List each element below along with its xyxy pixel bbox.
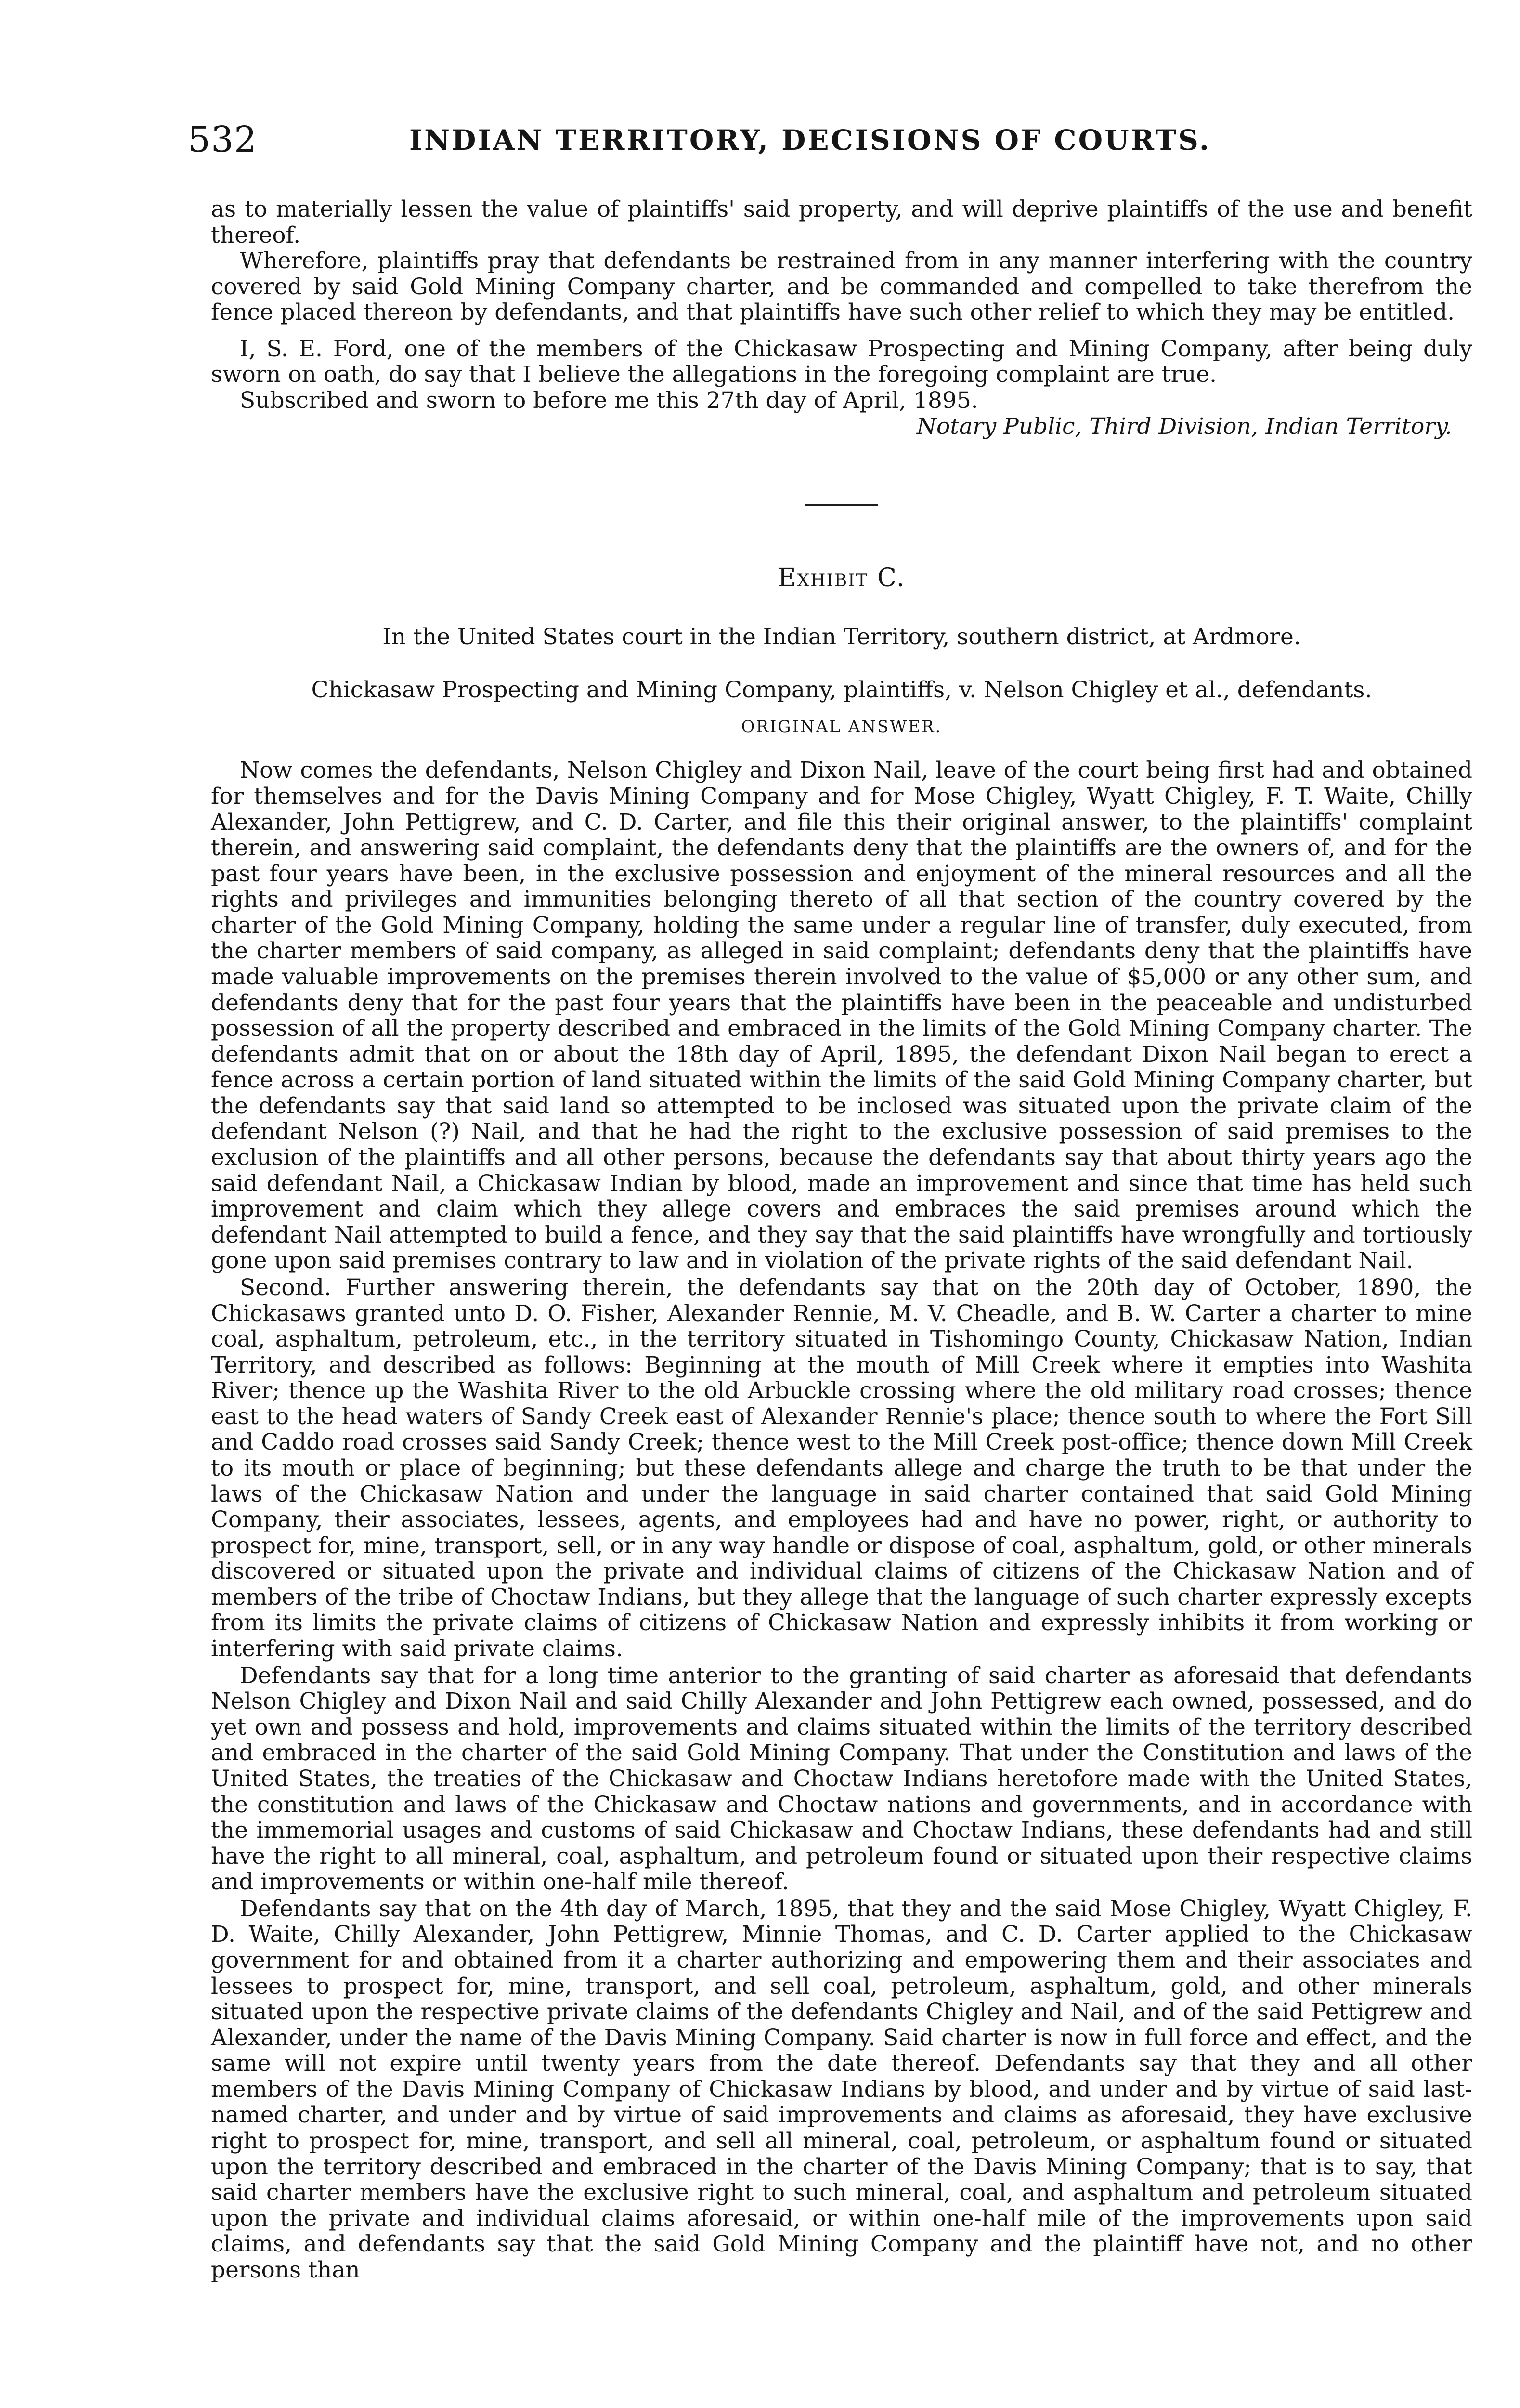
running-title: INDIAN TERRITORY, DECISIONS OF COURTS. bbox=[409, 124, 1211, 157]
court-caption: In the United States court in the Indian Territory, southern district, at Ardmore. bbox=[382, 624, 1301, 651]
case-caption: Chickasaw Prospecting and Mining Company, plaintiffs, v. Nelson Chigley et al., defendants. bbox=[311, 677, 1372, 704]
answer-paragraph-4: Defendants say that on the 4th day of March, 1895, that they and the said Mose Chigley, Wyatt Chigley, F. D. Waite, Chilly Alexander, John Pettigrew, Minnie Thomas, and C. D. Carter applied to the Chickasaw government for and obtained from it a charter authorizing and empowering them and their associates and lessees to prospect for, mine, transport, and sell coal, petroleum, asphaltum, gold, and other minerals situated upon the respective private claims of the defendants Chigley and Nail, and of the said Pettigrew and Alexander, under the name of the Davis Mining Company. Said charter is now in full force and effect, and the same will not expire until twenty years from the date thereof. Defendants say that they and all other members of the Davis Mining Company of Chickasaw Indians by blood, and under and by virtue of said last-named charter, and under and by virtue of said improvements and claims as aforesaid, they have exclusive right to prospect for, mine, transport, and sell all mineral, coal, petroleum, or asphaltum found or situated upon the territory described and embraced in the charter of the Davis Mining Company; that is to say, that said charter members have the exclusive right to such mineral, coal, and asphaltum and petroleum situated upon the private and individual claims aforesaid, or within one-half mile of the improvements upon said claims, and defendants say that the said Gold Mining Company and the plaintiff have not, and no other persons than bbox=[211, 1895, 1472, 2283]
running-header bbox=[188, 118, 1473, 161]
answer-paragraph-2: Second. Further answering therein, the defendants say that on the 20th day of October, 1890, the Chickasaws granted unto D. O. Fisher, Alexander Rennie, M. V. Cheadle, and B. W. Carter a charter to mine coal, asphaltum, petroleum, etc., in the territory situated in Tishomingo County, Chickasaw Nation, Indian Territory, and described as follows: Beginning at the mouth of Mill Creek where it empties into Washita River; thence up the Washita River to the old Arbuckle crossing where the old military road crosses; thence east to the head waters of Sandy Creek east of Alexander Rennie's place; thence south to where the Fort Sill and Caddo road crosses said Sandy Creek; thence west to the Mill Creek post-office; thence down Mill Creek to its mouth or place of beginning; but these defendants allege and charge the truth to be that under the laws of the Chickasaw Nation and under the language in said charter contained that said Gold Mining Company, their associates, lessees, agents, and employees had and have no power, right, or authority to prospect for, mine, transport, sell, or in any way handle or dispose of coal, asphaltum, gold, or other minerals discovered or situated upon the private and individual claims of citizens of the Chickasaw Nation and of members of the tribe of Choctaw Indians, but they allege that the language of such charter expressly excepts from its limits the private claims of citizens of Chickasaw Nation and expressly inhibits it from working or interfering with said private claims. bbox=[211, 1274, 1472, 1662]
complaint-continuation: as to materially lessen the value of plaintiffs' said property, and will deprive plaintiffs of the use and benefit thereof. bbox=[211, 196, 1472, 249]
subscription-line: Subscribed and sworn to before me this 27th day of April, 1895. bbox=[240, 387, 978, 414]
notary-signature: Notary Public, Third Division, Indian Territory. bbox=[916, 413, 1452, 440]
answer-paragraph-1: Now comes the defendants, Nelson Chigley and Dixon Nail, leave of the court being first had and obtained for themselves and for the Davis Mining Company and for Mose Chigley, Wyatt Chigley, F. T. Waite, Chilly Alexander, John Pettigrew, and C. D. Carter, and file this their original answer, to the plaintiffs' complaint therein, and answering said complaint, the defendants deny that the plaintiffs are the owners of, and for the past four years have been, in the exclusive possession and enjoyment of the mineral resources and all the rights and privileges and immunities belonging thereto of all that section of the country covered by the charter of the Gold Mining Company, holding the same under a regular line of transfer, duly executed, from the charter members of said company, as alleged in said complaint; defendants deny that the plaintiffs have made valuable improvements on the premises therein involved to the value of $5,000 or any other sum, and defendants deny that for the past four years that the plaintiffs have been in the peaceable and undisturbed possession of all the property described and embraced in the limits of the Gold Mining Company charter. The defendants admit that on or about the 18th day of April, 1895, the defendant Dixon Nail began to erect a fence across a certain portion of land situated within the limits of the said Gold Mining Company charter, but the defendants say that said land so attempted to be inclosed was situated upon the private claim of the defendant Nelson (?) Nail, and that he had the right to the exclusive possession of said premises to the exclusion of the plaintiffs and all other persons, because the defendants say that about thirty years ago the said defendant Nail, a Chickasaw Indian by blood, made an improvement and since that time has held such improvement and claim which they allege covers and embraces the said premises around which the defendant Nail attempted to build a fence, and they say that the said plaintiffs have wrongfully and tortiously gone upon said premises contrary to law and in violation of the private rights of the said defendant Nail. bbox=[211, 757, 1472, 1274]
section-divider bbox=[805, 504, 878, 506]
answer-paragraph-3: Defendants say that for a long time anterior to the granting of said charter as aforesaid that defendants Nelson Chigley and Dixon Nail and said Chilly Alexander and John Pettigrew each owned, possessed, and do yet own and possess and hold, improvements and claims situated within the limits of the territory described and embraced in the charter of the said Gold Mining Company. That under the Constitution and laws of the United States, the treaties of the Chickasaw and Choctaw Indians heretofore made with the United States, the constitution and laws of the Chickasaw and Choctaw nations and governments, and in accordance with the immemorial usages and customs of said Chickasaw and Choctaw Indians, these defendants had and still have the right to all mineral, coal, asphaltum, and petroleum found or situated upon their respective claims and improvements or within one-half mile thereof. bbox=[211, 1662, 1472, 1896]
page-body bbox=[211, 196, 1472, 2283]
exhibit-title: Exhibit C. bbox=[778, 563, 906, 593]
answer-heading: ORIGINAL ANSWER. bbox=[741, 717, 942, 736]
verification-oath: I, S. E. Ford, one of the members of the Chickasaw Prospecting and Mining Company, after being duly sworn on oath, do say that I believe the allegations in the foregoing complaint are true. bbox=[211, 335, 1472, 388]
complaint-prayer: Wherefore, plaintiffs pray that defendants be restrained from in any manner interfering with the country covered by said Gold Mining Company charter, and be commanded and compelled to take therefrom the fence placed thereon by defendants, and that plaintiffs have such other relief to which they may be entitled. bbox=[211, 248, 1472, 326]
page-number: 532 bbox=[188, 119, 258, 160]
